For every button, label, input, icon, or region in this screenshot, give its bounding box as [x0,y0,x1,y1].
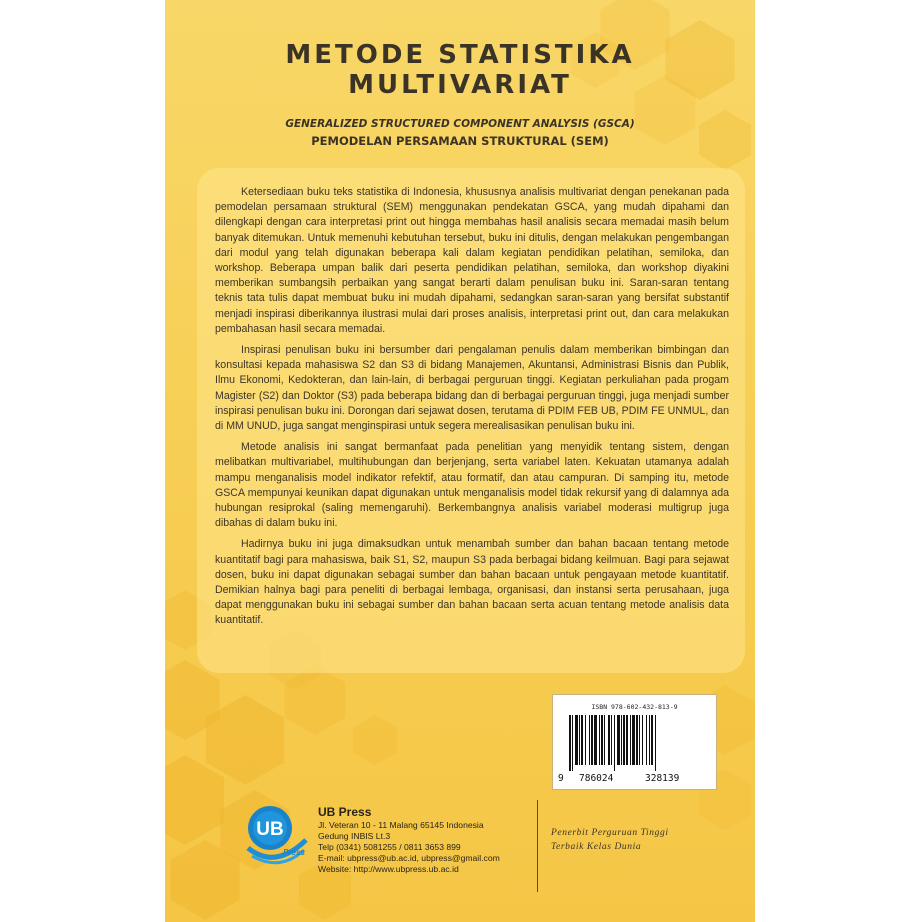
barcode-bar [614,715,615,771]
barcode-bar [575,715,578,765]
isbn-digits-group1: 786024 [579,773,614,784]
logo-text: UB [256,819,284,840]
barcode-bar [623,715,625,765]
book-subtitle-sem: PEMODELAN PERSAMAAN STRUKTURAL (SEM) [311,134,609,148]
barcode-bar [630,715,631,765]
book-subtitle-gsca: GENERALIZED STRUCTURED COMPONENT ANALYSIS (GSCA) [285,118,635,130]
publisher-address1: Jl. Veteran 10 - 11 Malang 65145 Indonesia [318,820,484,830]
barcode-bar [642,715,643,765]
barcode-bar [651,715,653,765]
barcode-bar [589,715,590,765]
footer-divider [537,800,538,892]
barcode-bar [591,715,593,765]
barcode-bar [581,715,583,765]
barcode-bar [639,715,640,765]
publisher-motto-line1: Penerbit Perguruan Tinggi [551,828,669,838]
isbn-digit-first: 9 [558,773,564,784]
blurb-paragraph-3: Metode analisis ini sangat bermanfaat pada penelitian yang menyidik tentang sistem, dengan melibatkan multivariabel, multihubungan dan berjenjang, serta variabel laten. Kekuatan utamanya adalah mampu menganalisis model indikator refektif, atau formatif, dan atau campuran. Di samping itu, metode GSCA mempunyai keunikan dapat digunakan untuk menganalisis model tidak rekursif yang di dalamnya ada hubungan resiprokal (saling memengaruhi). Berkembangnya analisis variabel moderasi multigrup juga dibahas di dalam buku ini. [215,441,729,530]
logo-subtext: Press [283,848,305,857]
book-title-line1: METODE STATISTIKA [285,40,635,70]
blurb-paragraph-1: Ketersediaan buku teks statistika di Indonesia, khususnya analisis multivariat dengan penekanan pada pemodelan persamaan struktural (SEM) menggunakan pendekatan GSCA, yang mudah dipahami dan dilengkapi dengan cara interpretasi print out hingga membahas hasil analisis secara memadai masih belum banyak ditemukan. Untuk memenuhi kebutuhan tersebut, buku ini ditulis, dengan melakukan pengembangan dari modul yang telah digunakan beberapa kali dalam kegiatan pendidikan pelatihan, semiloka, dan workshop. Beberapa umpan balik dari peserta pendidikan pelatihan, semiloka, dan workshop diyakini memberikan sumbangsih perbaikan yang sangat berarti dalam penulisan buku ini. Saran-saran tentang teknis tata tulis dapat membuat buku ini mudah dipahami, sedangkan saran-saran yang bersifat substantif menjadi inspirasi diberikannya ilustrasi mulai dari proses analisis, interpretasi print out, dan cara melakukan pembahasan hasil secara memadai. [215,186,729,335]
barcode-icon [569,715,700,771]
publisher-website: Website: http://www.ubpress.ub.ac.id [318,864,459,874]
barcode-bar [569,715,571,771]
hexagon-shape [353,715,396,765]
book-back-cover [165,0,755,922]
barcode-bar [594,715,597,765]
barcode-bar [617,715,620,765]
barcode-bar [601,715,603,765]
barcode-bar [599,715,600,765]
hexagon-shape [165,755,224,845]
barcode-bar [611,715,612,765]
blurb-paragraph-4: Hadirnya buku ini juga dimaksudkan untuk menambah sumber dan bahan bacaan tentang metode kuantitatif bagi para mahasiswa, baik S1, S2, maupun S3 pada berbagai bidang keilmuan. Bagi para sejawat dosen, buku ini dapat digunakan sebagai sumber dan bahan bacaan untuk pengayaan metode kuantitatif. Demikian halnya bagi para peneliti di berbagai lembaga, organisasi, dan instansi serta perusahaan, juga dapat menggunakan buku ini sebagai sumber dan bahan bacaan serta acuan tentang metode analisis data kuantitatif. [215,538,729,627]
blurb-paragraph-2: Inspirasi penulisan buku ini bersumber dari pengalaman penulis dalam memberikan bimbingan dan konsultasi kepada mahasiswa S2 dan S3 di bidang Manajemen, Akuntansi, Administrasi Bisnis dan Publik, Ilmu Ekonomi, Kedokteran, dan lain-lain, di berbagai perguruan tinggi. Kegiatan perkuliahan pada progam Magister (S2) dan Doktor (S3) pada beberapa bidang dan di berbagai perguruan tinggi, juga menjadi sumber inspirasi penulisan buku ini. Dorongan dari sejawat dosen, terutama di PDIM FEB UB, PDIM FE UNMUL, dan di MM UNUD, juga sangat menginspirasi untuk segera merealisasikan penulisan buku ini. [215,344,729,433]
publisher-address2: Gedung INBIS Lt.3 [318,831,391,841]
barcode-bar [621,715,622,765]
blurb-text [215,185,729,635]
barcode-bar [636,715,638,765]
barcode-bar [632,715,635,765]
barcode-bar [649,715,650,765]
isbn-digits-group2: 328139 [645,773,680,784]
barcode-bar [655,715,656,771]
publisher-phone: Telp (0341) 5081255 / 0811 3653 899 [318,842,461,852]
barcode-bar [626,715,628,765]
isbn-label: ISBN 978-602-432-813-9 [591,703,678,711]
barcode-bar [585,715,586,765]
publisher-motto-line2: Terbaik Kelas Dunia [551,842,642,852]
publisher-email: E-mail: ubpress@ub.ac.id, ubpress@gmail.com [318,853,500,863]
barcode-bar [608,715,610,765]
isbn-barcode-box [552,694,717,790]
barcode-bar [572,715,573,771]
ub-press-logo-icon [240,800,310,870]
barcode-bar [579,715,580,765]
barcode-bar [604,715,605,765]
barcode-bar [646,715,647,765]
publisher-name: UB Press [318,805,372,819]
book-title-line2: MULTIVARIAT [348,70,572,100]
